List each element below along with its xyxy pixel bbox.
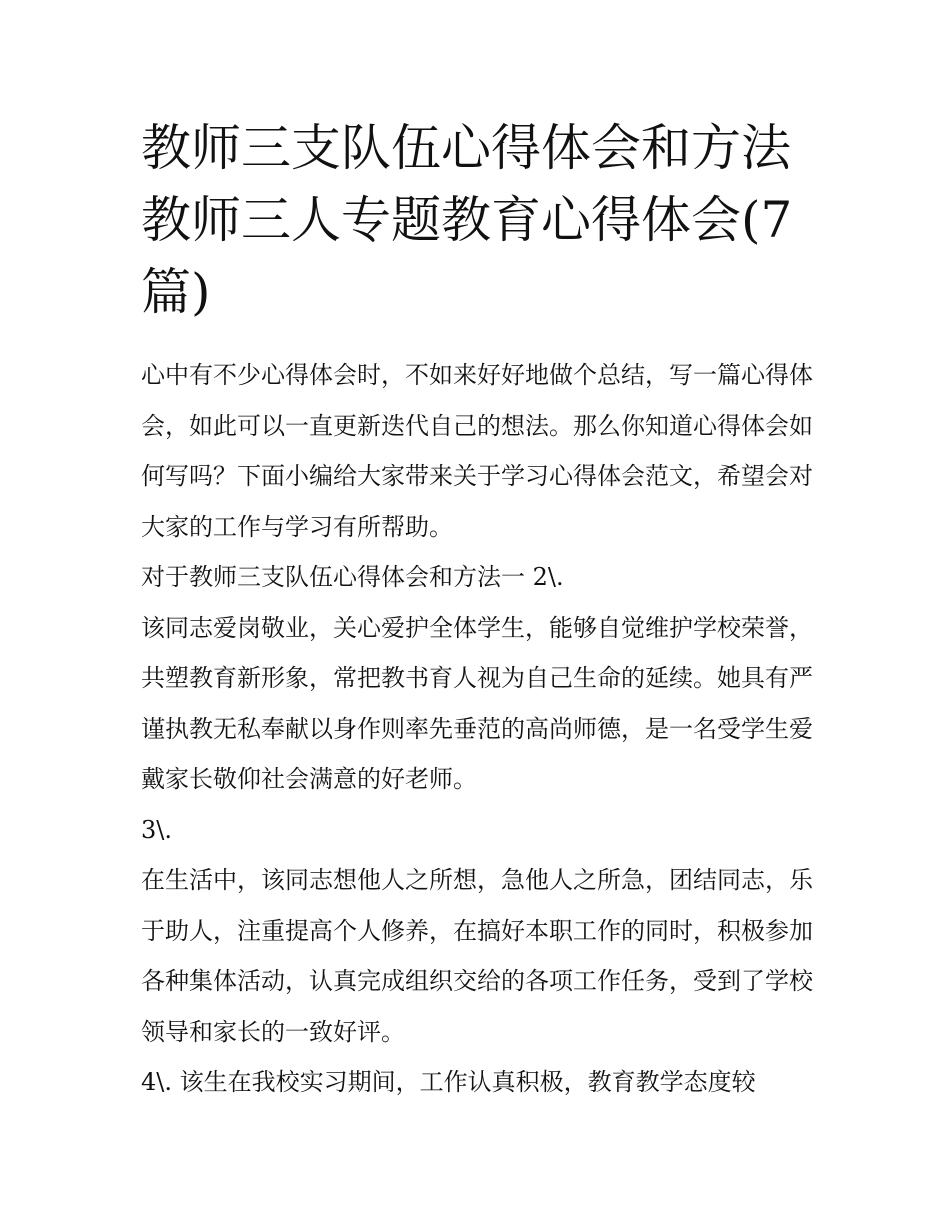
document-title xyxy=(141,112,813,328)
document-body xyxy=(141,350,813,1108)
body-paragraph: 4\. 该生在我校实习期间，工作认真积极，教育教学态度较 xyxy=(141,1068,756,1096)
body-paragraph: 在生活中，该同志想他人之所想，急他人之所急，团结同志，乐于助人，注重提高个人修养，在搞好本职工作的同时，积极参加各种集体活动，认真完成组织交给的各项工作任务，受到了学校领导和家长的一致好评。 xyxy=(141,866,813,1046)
intro-paragraph: 心中有不少心得体会时，不如来好好地做个总结，写一篇心得体会，如此可以一直更新迭代自己的想法。那么你知道心得体会如何写吗？下面小编给大家带来关于学习心得体会范文，希望会对大家的工作与学习有所帮助。 xyxy=(141,361,813,541)
title-line-3: 篇) xyxy=(141,263,211,321)
title-line-1: 教师三支队伍心得体会和方法 xyxy=(141,119,791,177)
body-paragraph: 该同志爱岗敬业，关心爱护全体学生，能够自觉维护学校荣誉，共塑教育新形象，常把教书育人视为自己生命的延续。她具有严谨执教无私奉献以身作则率先垂范的高尚师德，是一名受学生爱戴家长敬仰社会满意的好老师。 xyxy=(141,613,813,793)
document-content xyxy=(141,112,813,1108)
section-heading: 对于教师三支队伍心得体会和方法一 2\. xyxy=(141,563,564,591)
item-number: 3\. xyxy=(141,815,172,844)
title-line-2: 教师三人专题教育心得体会(7 xyxy=(141,191,793,249)
